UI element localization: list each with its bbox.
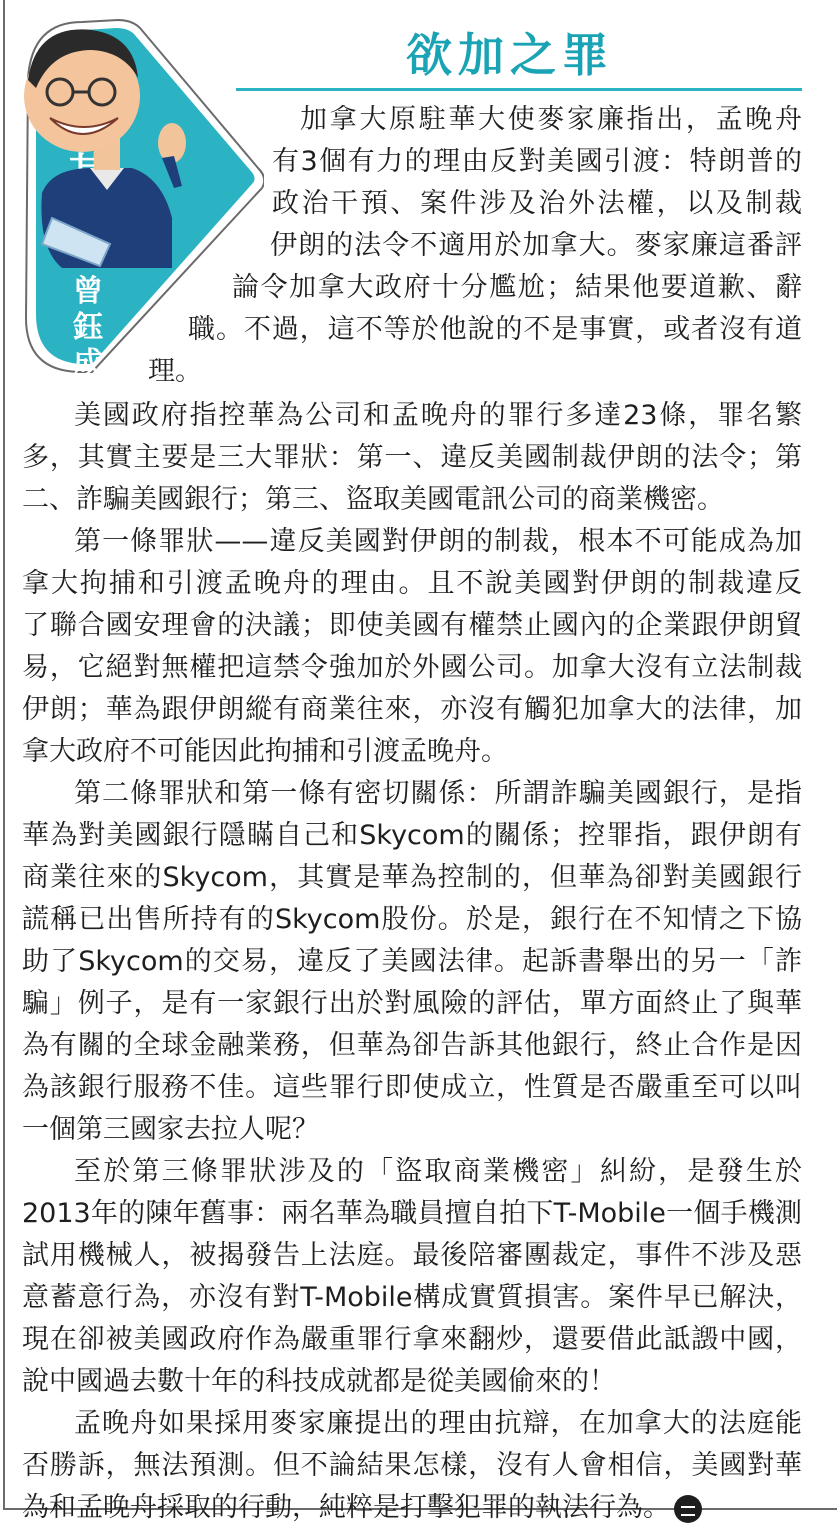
article-line: 騙」例子，是有一家銀行出於對風險的評估，單方面終止了與華 (22, 988, 802, 1019)
article-line: 第一條罪狀——違反美國對伊朗的制裁，根本不可能成為加 (74, 526, 802, 557)
article-line: 了聯合國安理會的決議；即使美國有權禁止國內的企業跟伊朗貿 (22, 610, 802, 641)
article-line: 2013年的陳年舊事：兩名華為職員擅自拍下T-Mobile一個手機測 (22, 1198, 802, 1229)
article-body (0, 96, 837, 1523)
article-line: 拿大拘捕和引渡孟晚舟的理由。且不說美國對伊朗的制裁違反 (22, 568, 802, 599)
article-line: 加拿大原駐華大使麥家廉指出，孟晚舟 (300, 104, 802, 135)
article-line: 現在卻被美國政府作為嚴重罪行拿來翻炒，還要借此詆譭中國， (22, 1324, 802, 1355)
headline: 欲加之罪 (406, 28, 614, 82)
article-line: 至於第三條罪狀涉及的「盜取商業機密」糾紛，是發生於 (74, 1156, 802, 1187)
article-line: 一個第三國家去拉人呢？ (22, 1114, 319, 1145)
article-line: 意蓄意行為，亦沒有對T-Mobile構成實質損害。案件早已解決， (22, 1282, 802, 1313)
article-line: 商業往來的Skycom，其實是華為控制的，但華為卻對美國銀行 (22, 862, 802, 893)
article-line: 伊朗；華為跟伊朗縱有商業往來，亦沒有觸犯加拿大的法律，加 (22, 694, 802, 725)
headline-underline (236, 88, 802, 91)
article-line: 政治干預、案件涉及治外法權，以及制裁 (272, 188, 802, 219)
article-line: 第二條罪狀和第一條有密切關係：所謂詐騙美國銀行，是指 (74, 778, 802, 809)
article-line: 有3個有力的理由反對美國引渡：特朗普的 (272, 146, 802, 177)
article-line: 孟晚舟如果採用麥家廉提出的理由抗辯，在加拿大的法庭能 (74, 1408, 802, 1439)
article-line: 多，其實主要是三大罪狀：第一、違反美國制裁伊朗的法令；第 (22, 442, 802, 473)
article-line: 說中國過去數十年的科技成就都是從美國偷來的！ (22, 1366, 616, 1397)
article-line: 職。不過，這不等於他說的不是事實，或者沒有道 (188, 314, 802, 345)
article-line: 為該銀行服務不佳。這些罪行即使成立，性質是否嚴重至可以叫 (22, 1072, 802, 1103)
article-line: 易，它絕對無權把這禁令強加於外國公司。加拿大沒有立法制裁 (22, 652, 802, 683)
article-line (22, 1488, 722, 1528)
article-line: 論令加拿大政府十分尷尬；結果他要道歉、辭 (232, 272, 802, 303)
column-author: 曾鈺成 (73, 274, 103, 381)
article-line: 美國政府指控華為公司和孟晚舟的罪行多達23條，罪名繁 (74, 400, 802, 431)
article-line: 為有關的全球金融業務，但華為卻告訴其他銀行，終止合作是因 (22, 1030, 802, 1061)
article-line: 助了Skycom的交易，違反了美國法律。起訴書舉出的另一「詐 (22, 946, 802, 977)
article-line: 華為對美國銀行隱瞞自己和Skycom的關係；控罪指，跟伊朗有 (22, 820, 802, 851)
article-last-line-text: 為和孟晚舟採取的行動，純粹是打擊犯罪的執法行為。 (22, 1492, 670, 1523)
article-line: 否勝訴，無法預測。但不論結果怎樣，沒有人會相信，美國對華 (22, 1450, 802, 1481)
article-line: 伊朗的法令不適用於加拿大。麥家廉這番評 (270, 230, 802, 261)
end-mark-icon (674, 1495, 702, 1523)
article-line: 拿大政府不可能因此拘捕和引渡孟晚舟。 (22, 736, 508, 767)
article-line: 理。 (148, 356, 202, 387)
article-line: 試用機械人，被揭發告上法庭。最後陪審團裁定，事件不涉及惡 (22, 1240, 802, 1271)
article-line: 二、詐騙美國銀行；第三、盜取美國電訊公司的商業機密。 (22, 484, 724, 515)
article-line: 謊稱已出售所持有的Skycom股份。於是，銀行在不知情之下協 (22, 904, 802, 935)
